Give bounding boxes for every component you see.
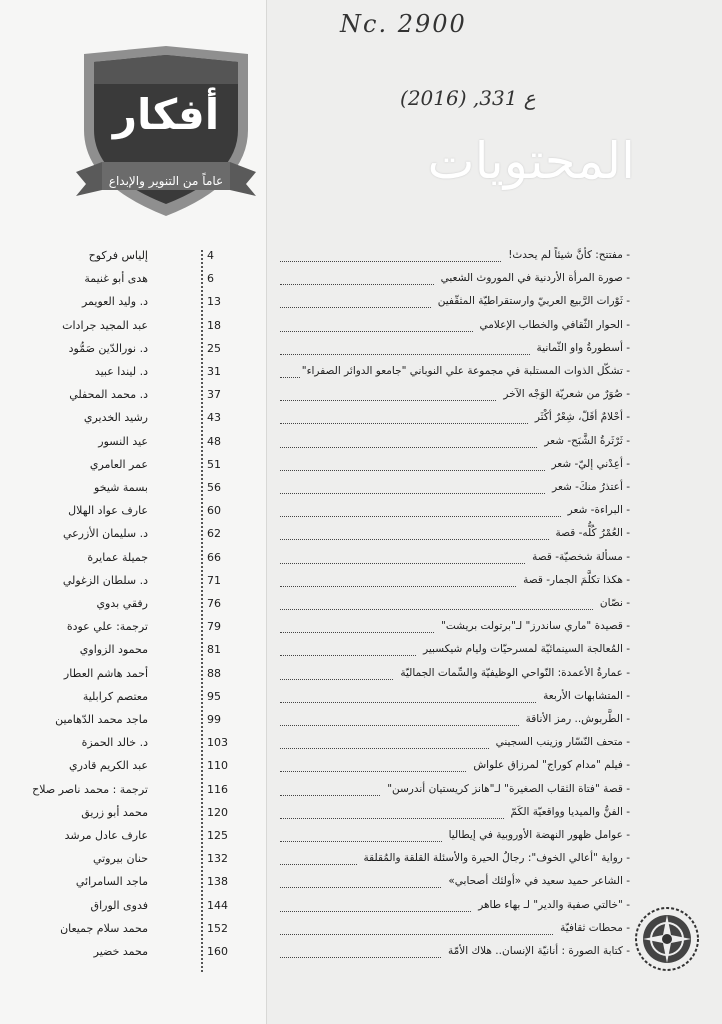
author-name: ماجد السامرائي bbox=[75, 875, 148, 888]
author-row bbox=[0, 481, 266, 499]
author-name: فدوى الوراق bbox=[90, 899, 148, 912]
author-name: أحمد هاشم العطار bbox=[63, 667, 148, 680]
entry-title: - نصّان bbox=[597, 597, 630, 609]
author-row bbox=[0, 272, 266, 290]
entry-title: - الحوار الثّقافي والخطاب الإعلامي bbox=[477, 319, 631, 331]
author-name: محمد سلام جميعان bbox=[60, 922, 148, 935]
author-row bbox=[0, 551, 266, 569]
page-number: 125 bbox=[207, 829, 228, 842]
author-row bbox=[0, 899, 266, 917]
dotted-leader bbox=[280, 377, 300, 378]
author-row bbox=[0, 713, 266, 731]
page-number: 4 bbox=[207, 249, 214, 262]
entry-title: - فيلم "مدام كوراج" لمرزاق علواش bbox=[470, 759, 630, 771]
ornament-icon bbox=[634, 906, 700, 972]
page-number: 31 bbox=[207, 365, 221, 378]
author-name: ماجد محمد الدّهامين bbox=[55, 713, 148, 726]
entry-title: - قصة "فتاة الثقاب الصغيرة" لـ"هانز كريستيان أندرسن" bbox=[384, 783, 630, 795]
author-name: عيد النسور bbox=[98, 435, 148, 448]
page-number: 132 bbox=[207, 852, 228, 865]
author-row bbox=[0, 365, 266, 383]
dotted-leader bbox=[280, 331, 473, 332]
entry-title: - ثَوْرات الرَّبيع العربيّ وارستقراطيّة المثقّفين bbox=[435, 295, 630, 307]
author-name: عارف عواد الهلال bbox=[68, 504, 148, 517]
author-row bbox=[0, 829, 266, 847]
dotted-leader bbox=[280, 516, 561, 517]
dotted-leader bbox=[280, 470, 545, 471]
author-name: محمود الزواوي bbox=[79, 643, 148, 656]
author-row bbox=[0, 690, 266, 708]
dotted-leader bbox=[280, 539, 549, 540]
contents-entry bbox=[272, 342, 630, 360]
entry-title: - صورة المرأة الأردنية في الموروث الشعبي bbox=[438, 272, 630, 284]
entry-title: - تشكّل الذوات المستلبة في مجموعة علي النوباني "جامعو الدوائر الصفراء" bbox=[299, 365, 630, 377]
dotted-leader bbox=[280, 609, 593, 610]
dotted-leader bbox=[280, 864, 357, 865]
author-name: ترجمة: علي عودة bbox=[66, 620, 148, 633]
page-number: 6 bbox=[207, 272, 214, 285]
author-row bbox=[0, 319, 266, 337]
dotted-leader bbox=[280, 261, 501, 262]
dotted-leader bbox=[280, 400, 496, 401]
entry-title: - عمارةُ الأعمدة: النّواحي الوظيفيّة والسِّمات الجماليّة bbox=[397, 667, 630, 679]
page-number: 51 bbox=[207, 458, 221, 471]
page-number: 144 bbox=[207, 899, 228, 912]
contents-entry bbox=[272, 945, 630, 963]
dotted-leader bbox=[280, 563, 525, 564]
dotted-leader bbox=[280, 702, 536, 703]
vertical-dotted-divider bbox=[201, 250, 203, 972]
author-name: عبد الكريم قادري bbox=[68, 759, 148, 772]
page-number: 76 bbox=[207, 597, 221, 610]
author-row bbox=[0, 875, 266, 893]
dotted-leader bbox=[280, 447, 537, 448]
entry-title: - المتشابهات الأربعة bbox=[540, 690, 630, 702]
contents-entry bbox=[272, 574, 630, 592]
dotted-leader bbox=[280, 679, 393, 680]
contents-entry bbox=[272, 435, 630, 453]
contents-entry bbox=[272, 875, 630, 893]
dotted-leader bbox=[280, 934, 553, 935]
author-name: عمر العامري bbox=[89, 458, 148, 471]
author-name: د. وليد العويمر bbox=[81, 295, 148, 308]
author-row bbox=[0, 435, 266, 453]
author-name: إلياس فركوح bbox=[88, 249, 148, 262]
entry-title: - أحْلامٌ أقَلّ، شِعْرٌ أكْثَر bbox=[532, 411, 630, 423]
entry-title: - أعِدْني إليّ- شعر bbox=[549, 458, 630, 470]
author-row bbox=[0, 574, 266, 592]
contents-entry bbox=[272, 690, 630, 708]
dotted-leader bbox=[280, 423, 528, 424]
page-title: المحتويات bbox=[427, 132, 635, 190]
contents-entry bbox=[272, 481, 630, 499]
handwritten-code: ع 331, (2016) bbox=[400, 86, 536, 110]
contents-entry bbox=[272, 759, 630, 777]
contents-entry bbox=[272, 922, 630, 940]
dotted-leader bbox=[280, 655, 416, 656]
author-row bbox=[0, 667, 266, 685]
author-name: محمد أبو زريق bbox=[81, 806, 148, 819]
page-number: 88 bbox=[207, 667, 221, 680]
author-row bbox=[0, 922, 266, 940]
contents-entry bbox=[272, 597, 630, 615]
contents-entry bbox=[272, 388, 630, 406]
author-name: معتصم كرابلية bbox=[82, 690, 148, 703]
dotted-leader bbox=[280, 911, 471, 912]
author-name: د. سليمان الأزرعي bbox=[62, 527, 148, 540]
contents-entry bbox=[272, 736, 630, 754]
contents-entry bbox=[272, 806, 630, 824]
dotted-leader bbox=[280, 284, 434, 285]
entry-title: - محطات ثقافيّة bbox=[557, 922, 630, 934]
dotted-leader bbox=[280, 957, 441, 958]
entry-title: - ثَرْثَرةُ الشَّبَح- شعر bbox=[541, 435, 630, 447]
contents-entry bbox=[272, 458, 630, 476]
dotted-leader bbox=[280, 887, 441, 888]
dotted-leader bbox=[280, 307, 431, 308]
contents-entry bbox=[272, 551, 630, 569]
author-row bbox=[0, 295, 266, 313]
entry-title: - مسألة شخصيّة- قصة bbox=[529, 551, 630, 563]
contents-entry bbox=[272, 295, 630, 313]
entry-title: - العُمْرُ كُلُّه- قصة bbox=[553, 527, 631, 539]
author-row bbox=[0, 783, 266, 801]
dotted-leader bbox=[280, 795, 380, 796]
page-number: 120 bbox=[207, 806, 228, 819]
entry-title: - البراءة- شعر bbox=[565, 504, 630, 516]
entry-title: - هكذا تكلَّمَ الجمار- قصة bbox=[520, 574, 630, 586]
contents-entry bbox=[272, 319, 630, 337]
contents-entry bbox=[272, 620, 630, 638]
handwritten-note: Nc. 2900 bbox=[340, 10, 467, 38]
contents-entry bbox=[272, 852, 630, 870]
authors-column bbox=[0, 0, 267, 1024]
dotted-leader bbox=[280, 748, 489, 749]
page-number: 116 bbox=[207, 783, 228, 796]
author-name: د. خالد الحمزة bbox=[81, 736, 148, 749]
dotted-leader bbox=[280, 586, 516, 587]
page-number: 37 bbox=[207, 388, 221, 401]
page-number: 13 bbox=[207, 295, 221, 308]
dotted-leader bbox=[280, 493, 545, 494]
author-row bbox=[0, 852, 266, 870]
entry-title: - صُوَرٌ من شعريّة الوَجْه الآخر bbox=[500, 388, 630, 400]
contents-entry bbox=[272, 272, 630, 290]
page-number: 81 bbox=[207, 643, 221, 656]
entry-title: - قصيدة "ماري ساندرز" لـ"برتولت بريشت" bbox=[438, 620, 630, 632]
page-number: 25 bbox=[207, 342, 221, 355]
page-number: 62 bbox=[207, 527, 221, 540]
page-number: 43 bbox=[207, 411, 221, 424]
entry-title: - الطَّربوش.. رمز الأناقة bbox=[523, 713, 630, 725]
contents-entry bbox=[272, 527, 630, 545]
page-number: 138 bbox=[207, 875, 228, 888]
entry-title: - مفتتح: كأنَّ شيئاً لم يحدث! bbox=[505, 249, 630, 261]
contents-entry bbox=[272, 667, 630, 685]
entry-title: - أعتذرُ منكَ- شعر bbox=[549, 481, 630, 493]
author-name: عبد المجيد جرادات bbox=[62, 319, 148, 332]
author-row bbox=[0, 643, 266, 661]
dotted-leader bbox=[280, 771, 466, 772]
author-row bbox=[0, 388, 266, 406]
page-number: 160 bbox=[207, 945, 228, 958]
author-row bbox=[0, 249, 266, 267]
entry-title: - الفنُّ والميديا وواقعيّة الكَمّ bbox=[508, 806, 630, 818]
author-name: د. سلطان الزغولي bbox=[62, 574, 148, 587]
author-row bbox=[0, 504, 266, 522]
entry-title: - عوامل ظهور النهضة الأوروبية في إيطاليا bbox=[446, 829, 630, 841]
contents-entry bbox=[272, 249, 630, 267]
contents-entry bbox=[272, 713, 630, 731]
dotted-leader bbox=[280, 632, 434, 633]
page-number: 18 bbox=[207, 319, 221, 332]
page-number: 99 bbox=[207, 713, 221, 726]
dotted-leader bbox=[280, 818, 504, 819]
contents-entry bbox=[272, 783, 630, 801]
contents-entry bbox=[272, 899, 630, 917]
author-row bbox=[0, 342, 266, 360]
dotted-leader bbox=[280, 725, 519, 726]
author-row bbox=[0, 806, 266, 824]
page-number: 56 bbox=[207, 481, 221, 494]
page-number: 48 bbox=[207, 435, 221, 448]
author-row bbox=[0, 736, 266, 754]
entry-title: - متحف النّسّار وزينب السجيني bbox=[493, 736, 630, 748]
author-name: عارف عادل مرشد bbox=[64, 829, 148, 842]
entry-title: - الشاعر حميد سعيد في «أولئك أصحابي» bbox=[445, 875, 630, 887]
entry-title: - أسطورةُ واو الثّمانية bbox=[534, 342, 630, 354]
author-name: جميلة عمايرة bbox=[87, 551, 148, 564]
author-name: د. محمد المحفلي bbox=[69, 388, 148, 401]
author-row bbox=[0, 620, 266, 638]
afkar-logo bbox=[70, 44, 262, 220]
contents-entry bbox=[272, 829, 630, 847]
author-name: بسمة شيخو bbox=[94, 481, 148, 494]
logo-tagline: عاماً من التنوير والإبداع bbox=[108, 174, 224, 188]
contents-entry bbox=[272, 643, 630, 661]
contents-entry bbox=[272, 504, 630, 522]
page-number: 110 bbox=[207, 759, 228, 772]
page-number: 60 bbox=[207, 504, 221, 517]
page-number: 79 bbox=[207, 620, 221, 633]
contents-entry bbox=[272, 365, 630, 383]
page-number: 95 bbox=[207, 690, 221, 703]
author-name: حنان بيروتي bbox=[92, 852, 148, 865]
author-name: د. ليندا عبيد bbox=[94, 365, 148, 378]
author-row bbox=[0, 945, 266, 963]
author-row bbox=[0, 759, 266, 777]
author-row bbox=[0, 597, 266, 615]
author-row bbox=[0, 458, 266, 476]
author-name: رفقي بدوي bbox=[96, 597, 148, 610]
entry-title: - المُعالجة السينمائيّة لمسرحيّات وليام شيكسبير bbox=[420, 643, 630, 655]
page-number: 71 bbox=[207, 574, 221, 587]
entry-title: - "خالتي صفية والدير" لـ بهاء طاهر bbox=[475, 899, 630, 911]
author-name: محمد خضير bbox=[93, 945, 148, 958]
author-row bbox=[0, 411, 266, 429]
contents-entry bbox=[272, 411, 630, 429]
dotted-leader bbox=[280, 354, 530, 355]
author-name: هدى أبو غنيمة bbox=[84, 272, 148, 285]
page-number: 103 bbox=[207, 736, 228, 749]
author-name: رشيد الخديري bbox=[83, 411, 148, 424]
page-number: 152 bbox=[207, 922, 228, 935]
entry-title: - كتابة الصورة : أنانيّة الإنسان.. هلاك الأمّة bbox=[445, 945, 630, 957]
page-number: 66 bbox=[207, 551, 221, 564]
author-name: د. نورالدّين صَمُّود bbox=[68, 342, 148, 355]
author-name: ترجمة : محمد ناصر صلاح bbox=[32, 783, 148, 796]
dotted-leader bbox=[280, 841, 442, 842]
author-row bbox=[0, 527, 266, 545]
entry-title: - رواية "أعالي الخوف": رجالُ الحيرة والأسئلة القلقة والمُقلقة bbox=[361, 852, 630, 864]
logo-wordmark: أفكار bbox=[112, 90, 220, 139]
